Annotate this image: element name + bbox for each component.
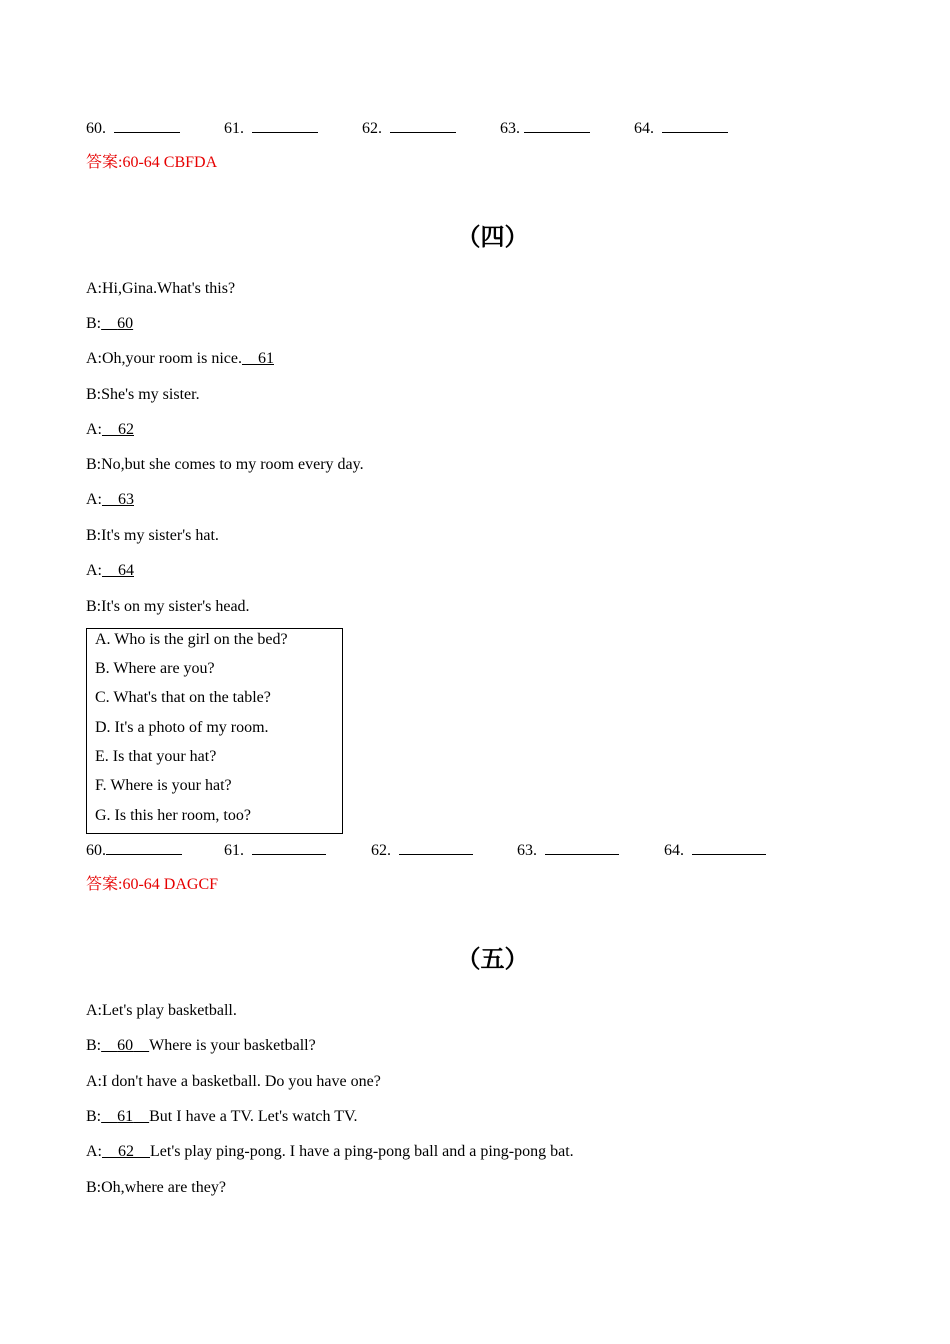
option-a[interactable]: A. Who is the girl on the bed? — [95, 631, 288, 648]
answer-key-s4: 答案:60-64 DAGCF — [86, 876, 219, 893]
dialogue-line: A: 64 — [86, 562, 134, 579]
answer-blank[interactable] — [524, 117, 590, 133]
blank-62[interactable]: 62 — [118, 421, 134, 438]
blank-63[interactable]: 63 — [118, 491, 134, 508]
answer-slot-64[interactable]: 64. — [634, 117, 728, 139]
answer-slot-61[interactable]: 61. — [224, 117, 318, 139]
option-d[interactable]: D. It's a photo of my room. — [95, 719, 269, 736]
dialogue-line: A: 62 — [86, 421, 134, 438]
option-g[interactable]: G. Is this her room, too? — [95, 807, 251, 824]
section-title-5: （五） — [456, 944, 529, 973]
dialogue-line: B: 61 But I have a TV. Let's watch TV. — [86, 1108, 358, 1125]
option-f[interactable]: F. Where is your hat? — [95, 777, 232, 794]
answer-slot-63[interactable]: 63. — [500, 117, 590, 139]
answer-slot-63[interactable]: 63. — [517, 839, 619, 861]
blank-61[interactable]: 61 — [117, 1108, 134, 1125]
blank-61[interactable]: 61 — [257, 350, 274, 367]
blank-60[interactable]: 60 — [117, 1037, 134, 1054]
dialogue-line: B: 60 Where is your basketball? — [86, 1037, 316, 1054]
dialogue-line: B: 60 — [86, 315, 134, 332]
answer-blank[interactable] — [692, 839, 766, 855]
dialogue-line: B:Oh,where are they? — [86, 1179, 226, 1196]
answer-blank[interactable] — [399, 839, 473, 855]
answer-blank[interactable] — [114, 117, 180, 133]
blank-62[interactable]: 62 — [118, 1143, 134, 1160]
blank-60[interactable]: 60 — [117, 315, 134, 332]
answer-slot-60[interactable]: 60. — [86, 839, 182, 861]
answer-key-s3: 答案:60-64 CBFDA — [86, 154, 218, 171]
answer-blank[interactable] — [662, 117, 728, 133]
answer-slot-62[interactable]: 62. — [362, 117, 456, 139]
answer-blank[interactable] — [252, 117, 318, 133]
dialogue-line: B:She's my sister. — [86, 386, 200, 403]
answer-slot-62[interactable]: 62. — [371, 839, 473, 861]
answer-blank[interactable] — [390, 117, 456, 133]
dialogue-line: A: 62 Let's play ping-pong. I have a ping-pong ball and a ping-pong bat. — [86, 1143, 574, 1160]
dialogue-line: A:I don't have a basketball. Do you have one? — [86, 1073, 381, 1090]
option-c[interactable]: C. What's that on the table? — [95, 689, 271, 706]
answer-blank[interactable] — [252, 839, 326, 855]
dialogue-line: B:No,but she comes to my room every day. — [86, 456, 364, 473]
blank-64[interactable]: 64 — [118, 562, 134, 579]
dialogue-line: B:It's my sister's hat. — [86, 527, 219, 544]
answer-slot-61[interactable]: 61. — [224, 839, 326, 861]
option-b[interactable]: B. Where are you? — [95, 660, 215, 677]
option-e[interactable]: E. Is that your hat? — [95, 748, 217, 765]
dialogue-line: A:Let's play basketball. — [86, 1002, 237, 1019]
dialogue-line: A:Oh,your room is nice. 61 — [86, 350, 274, 367]
section-title-4: （四） — [456, 222, 529, 251]
dialogue-line: A:Hi,Gina.What's this? — [86, 280, 236, 297]
answer-slot-60[interactable]: 60. — [86, 117, 180, 139]
dialogue-line: B:It's on my sister's head. — [86, 598, 250, 615]
answer-blank[interactable] — [106, 839, 182, 855]
answer-blank[interactable] — [545, 839, 619, 855]
dialogue-line: A: 63 — [86, 491, 134, 508]
options-box — [86, 628, 343, 834]
answer-slot-64[interactable]: 64. — [664, 839, 766, 861]
